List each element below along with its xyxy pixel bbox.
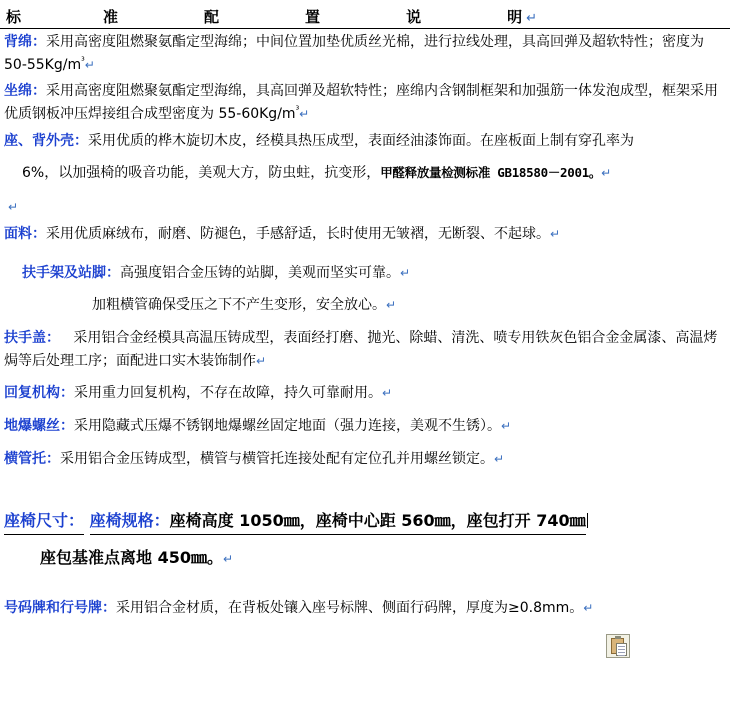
section-back-foam-text: 采用高密度阻燃聚氨酯定型海绵；中间位置加垫优质丝光棉，进行拉线处理，具高回弹及超软特性；密度为 50-55Kg/m xyxy=(4,34,704,73)
header-cell-2: 准 xyxy=(103,8,119,26)
spacer xyxy=(4,573,724,595)
text-cursor xyxy=(587,513,588,528)
paragraph-mark: ↵ xyxy=(526,11,537,26)
document-header xyxy=(0,0,730,26)
paragraph-mark: ↵ xyxy=(400,265,411,280)
paragraph-mark: ↵ xyxy=(494,451,505,466)
section-return-mechanism xyxy=(4,380,724,407)
paragraph-mark: ↵ xyxy=(84,57,95,72)
section-anchor-screw-label: 地爆螺丝： xyxy=(4,418,74,435)
paragraph-mark: ↵ xyxy=(382,386,393,401)
header-cell-3: 配 xyxy=(204,8,220,26)
section-dimensions-label: 座椅尺寸： xyxy=(4,508,84,535)
section-anchor-screw-text: 采用隐藏式压爆不锈钢地爆螺丝固定地面（强力连接，美观不生锈）。 xyxy=(74,418,501,435)
section-armrest-cover xyxy=(4,325,724,374)
paragraph-mark: ↵ xyxy=(501,419,512,434)
section-cross-support xyxy=(4,446,724,473)
section-cross-support-label: 横管托： xyxy=(4,450,60,467)
paragraph-mark: ↵ xyxy=(386,298,397,313)
section-return-mechanism-text: 采用重力回复机构，不存在故障，持久可靠耐用。 xyxy=(74,385,382,402)
section-shell-label: 座、背外壳： xyxy=(4,132,88,149)
header-cell-4: 置 xyxy=(305,8,321,26)
section-shell-text: 采用优质的桦木旋切木皮，经模具热压成型，表面经油漆饰面。在座板面上制有穿孔率为 xyxy=(88,132,634,149)
section-dimensions-line2: 座包基准点离地 450㎜。 xyxy=(40,548,223,568)
section-armrest-frame-label: 扶手架及站脚： xyxy=(22,264,120,281)
section-armrest-frame xyxy=(4,260,724,287)
section-fabric-text: 采用优质麻绒布，耐磨、防褪色，手感舒适，长时使用无皱褶，无断裂、不起球。 xyxy=(46,226,550,243)
section-back-foam-label: 背绵： xyxy=(4,34,46,50)
section-number-plate-text: 采用铝合金材质，在背板处镶入座号标牌、侧面行码牌，厚度为≥0.8mm。 xyxy=(116,600,584,617)
paragraph-mark: ↵ xyxy=(256,353,267,368)
paste-options-icon[interactable] xyxy=(606,634,630,658)
section-return-mechanism-label: 回复机构： xyxy=(4,385,74,402)
empty-paragraph-mark: ↵ xyxy=(8,200,19,215)
header-cell-5: 说 xyxy=(406,8,422,26)
spacer xyxy=(4,248,724,260)
document-sheet-icon xyxy=(616,643,627,656)
header-cell-6: 明 xyxy=(507,8,523,26)
section-seat-foam-label: 坐绵： xyxy=(4,83,46,100)
section-cross-support-text: 采用铝合金压铸成型，横管与横管托连接处配有定位孔并用螺丝锁定。 xyxy=(60,450,494,467)
section-back-foam-sup: ³ xyxy=(81,56,85,67)
paragraph-mark: ↵ xyxy=(601,166,612,181)
section-crossbar xyxy=(4,292,724,319)
section-armrest-cover-text: 采用铝合金经模具高温压铸成型，表面经打磨、抛光、除蜡、清洗、喷专用铁灰色铝合金金属漆、高温烤焗等后处理工序；面配进口实木装饰制作 xyxy=(4,330,718,369)
section-shell-line2 xyxy=(4,160,724,187)
paragraph-mark: ↵ xyxy=(222,552,234,567)
section-dimensions-line2-row xyxy=(4,543,724,573)
section-armrest-cover-label: 扶手盖： xyxy=(4,330,60,347)
header-cell-1: 标 xyxy=(6,8,22,26)
section-fabric xyxy=(4,221,724,248)
section-seat-foam-text: 采用高密度阻燃聚氨酯定型海绵，具高回弹及超软特性；座绵内含钢制框架和加强筋一体发泡成型，框架采用优质钢板冲压焊接组合成型密度为 55-60Kg/m xyxy=(4,83,718,123)
section-number-plate-label: 号码牌和行号牌： xyxy=(4,600,116,617)
section-seat-foam-sup: ³ xyxy=(295,105,300,116)
section-dimensions-line1: 座椅高度 1050㎜，座椅中心距 560㎜，座包打开 740㎜ xyxy=(170,508,586,535)
paragraph-mark: ↵ xyxy=(583,601,594,616)
section-crossbar-text: 加粗横管确保受压之下不产生变形，安全放心。 xyxy=(92,297,386,314)
spacer xyxy=(4,472,724,494)
paragraph-mark: ↵ xyxy=(550,227,561,242)
section-number-plate xyxy=(4,595,724,622)
spacer xyxy=(4,187,724,199)
section-back-foam xyxy=(4,29,724,78)
section-dimensions xyxy=(4,506,724,537)
document-body xyxy=(0,29,730,622)
section-anchor-screw xyxy=(4,413,724,440)
section-shell xyxy=(4,128,724,155)
section-armrest-frame-text: 高强度铝合金压铸的站脚，美观而坚实可靠。 xyxy=(120,264,400,281)
section-dimensions-spec-label: 座椅规格： xyxy=(90,508,170,535)
formaldehyde-standard: 甲醛释放量检测标准 GB18580－2001。 xyxy=(380,165,602,181)
section-shell-line2-text: 6%，以加强椅的吸音功能，美观大方，防虫蛀，抗变形， xyxy=(22,165,381,182)
paragraph-mark: ↵ xyxy=(299,107,310,122)
section-fabric-label: 面料： xyxy=(4,226,46,243)
spacer xyxy=(4,494,724,506)
section-seat-foam xyxy=(4,78,724,127)
